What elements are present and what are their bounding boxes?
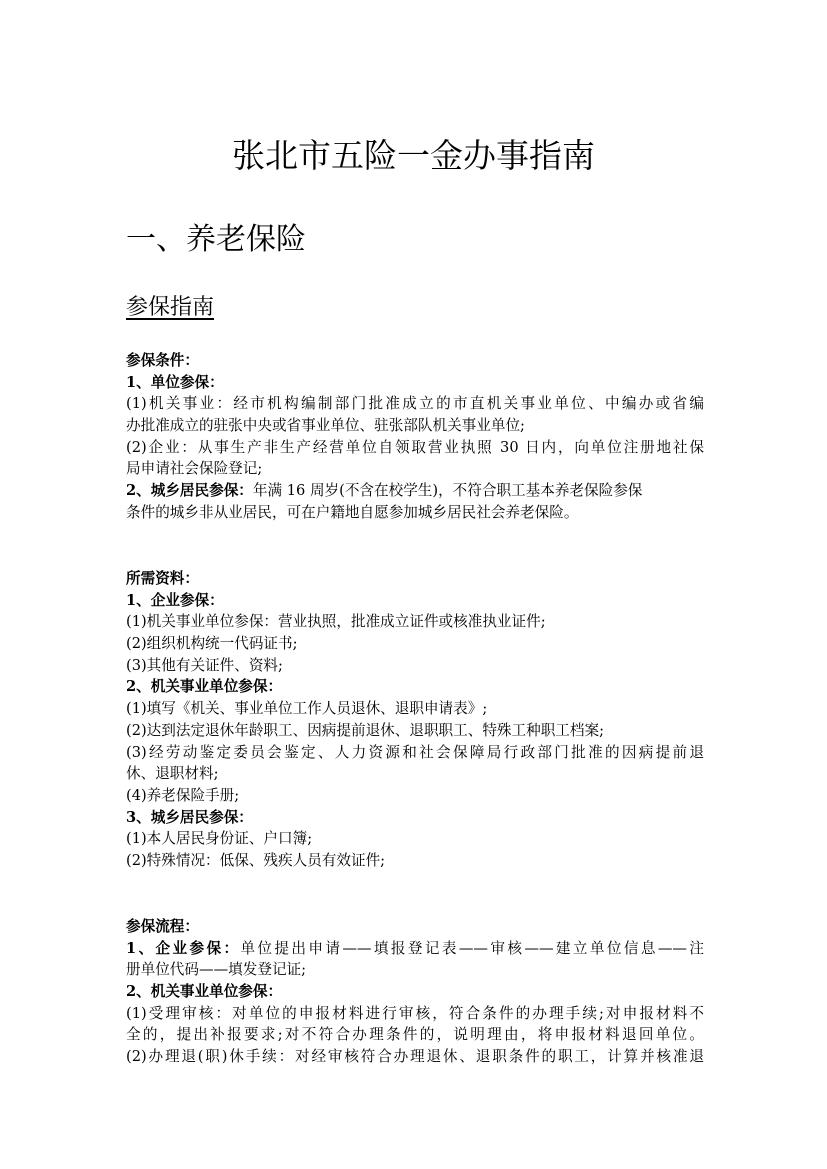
- materials-i4: (4)养老保险手册;: [126, 786, 240, 804]
- process-label: 参保流程：: [126, 918, 199, 935]
- process-p2-line1: (2)办理退(职)休手续：对经审核符合办理退休、退职条件的职工，计算并核准退: [126, 1048, 704, 1066]
- process-p1-line2: 全的，提出补报要求;对不符合办理条件的，说明理由，将申报材料退回单位。: [126, 1026, 704, 1044]
- materials-enterprise-header: 1、企业参保：: [126, 591, 224, 609]
- conditions-resident-header: 2、城乡居民参保：: [126, 482, 253, 500]
- process-enterprise-line2: 册单位代码——填发登记证;: [126, 961, 307, 979]
- document-title: 张北市五险一金办事指南: [232, 136, 595, 175]
- conditions-item1-line1: (1)机关事业：经市机构编制部门批准成立的市直机关事业单位、中编办或省编: [126, 395, 704, 413]
- conditions-section: [126, 350, 704, 524]
- subsection-heading-guide: 参保指南: [126, 295, 215, 320]
- materials-i1: (1)填写《机关、事业单位工作人员退休、退职申请表》;: [126, 700, 488, 718]
- conditions-resident-line1: [126, 480, 704, 502]
- conditions-item2-line1: (2)企业：从事生产非生产经营单位自领取营业执照 30 日内，向单位注册地社保: [126, 438, 704, 456]
- materials-label: 所需资料：: [126, 570, 199, 587]
- materials-institution-header: 2、机关事业单位参保：: [126, 678, 283, 696]
- process-enterprise-line1: [126, 938, 704, 960]
- conditions-resident-text: 年满 16 周岁(不含在校学生)，不符合职工基本养老保险参保: [252, 482, 643, 500]
- materials-i2: (2)达到法定退休年龄职工、因病提前退休、退职职工、特殊工种职工档案;: [126, 721, 604, 739]
- materials-e1: (1)机关事业单位参保：营业执照，批准成立证件或核准执业证件;: [126, 613, 546, 631]
- process-enterprise-text: 单位提出申请——填报登记表——审核——建立单位信息——注: [240, 939, 704, 957]
- materials-e2: (2)组织机构统一代码证书;: [126, 635, 298, 653]
- conditions-label: 参保条件：: [126, 352, 199, 369]
- materials-i3-line1: (3)经劳动鉴定委员会鉴定、人力资源和社会保障局行政部门批准的因病提前退: [126, 743, 704, 761]
- conditions-resident-line2: 条件的城乡非从业居民，可在户籍地自愿参加城乡居民社会养老保险。: [126, 503, 579, 521]
- conditions-item2-line2: 局申请社会保险登记;: [126, 460, 263, 478]
- materials-i3-line2: 休、退职材料;: [126, 765, 219, 783]
- materials-resident-header: 3、城乡居民参保：: [126, 808, 253, 826]
- process-institution-header: 2、机关事业单位参保：: [126, 983, 283, 1001]
- materials-e3: (3)其他有关证件、资料;: [126, 656, 283, 674]
- materials-r1: (1)本人居民身份证、户口簿;: [126, 830, 313, 848]
- process-enterprise-header: 1、企业参保：: [126, 939, 241, 957]
- process-section: [126, 916, 704, 1068]
- conditions-unit-header: 1、单位参保：: [126, 373, 224, 391]
- section-heading-pension: 一、养老保险: [126, 222, 306, 257]
- process-p1-line1: (1)受理审核：对单位的申报材料进行审核，符合条件的办理手续;对申报材料不: [126, 1004, 704, 1022]
- conditions-item1-line2: 办批准成立的驻张中央或省事业单位、驻张部队机关事业单位;: [126, 417, 525, 435]
- materials-r2: (2)特殊情况：低保、残疾人员有效证件;: [126, 851, 386, 869]
- materials-section: [126, 568, 704, 872]
